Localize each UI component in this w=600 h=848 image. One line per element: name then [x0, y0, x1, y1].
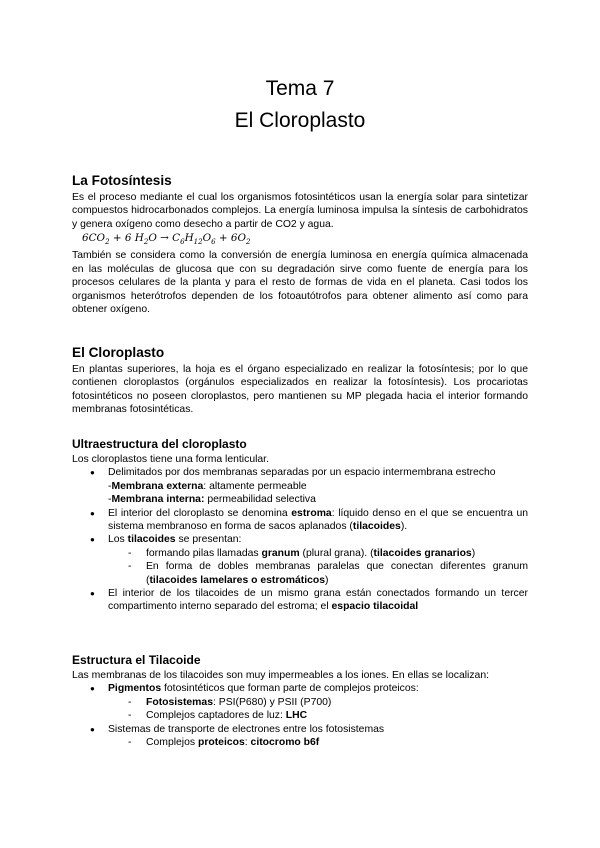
paragraph: En plantas superiores, la hoja es el órgano especializado en realizar la fotosíntesis; por lo que contienen cloroplastos (orgánulos especializados en realizar la fotosíntesis). Los procariotas fotosintéticos no poseen cloroplastos, pero mantienen su MP plegada hacia el interior formando membranas fotosintéticas.: [72, 364, 528, 416]
section-heading: Ultraestructura del cloroplasto: [72, 437, 247, 451]
list-item: ● Pigmentos fotosintéticos que forman parte de complejos proteicos:: [72, 682, 528, 695]
chemical-equation: $6CO_2 + 6$ $H_2O \to C_6H_{12}O_6 + 6O_2$: [82, 232, 251, 247]
section-heading: El Cloroplasto: [72, 345, 165, 360]
list-subitem: - Complejos proteicos: citocromo b6f: [72, 736, 528, 749]
paragraph: También se considera como la conversión de energía luminosa en energía química almacenada en las moléculas de glucosa que con su degradación sirve como fuente de energía para los procesos celulares de la planta y para el resto de formas de vida en el planeta. Casi todos los organismos heterótrofos dependen de los fotoautótrofos para obtener alimento así como para obtener oxígeno.: [72, 250, 528, 315]
list-item: ● El interior de los tilacoides de un mismo grana están conectados formando un tercer compartimento interno separado del estroma; el espacio tilacoidal: [72, 587, 528, 614]
section-tilacoide: [72, 652, 528, 749]
paragraph: Los cloroplastos tiene una forma lenticular.: [72, 454, 269, 465]
list-item: ● El interior del cloroplasto se denomina estroma: líquido denso en el que se encuentra un sistema membranoso en forma de sacos aplanados (tilacoides).: [72, 507, 528, 534]
section-heading: Estructura el Tilacoide: [72, 653, 201, 667]
document-title-topic: Tema 7: [265, 77, 335, 100]
list-item: ● Sistemas de transporte de electrones entre los fotosistemas: [72, 723, 528, 736]
list-subitem: - Fotosistemas: PSI(P680) y PSII (P700): [72, 696, 528, 709]
section-fotosintesis: [72, 172, 528, 316]
list-subitem: - Complejos captadores de luz: LHC: [72, 709, 528, 722]
paragraph: Es el proceso mediante el cual los organismos fotosintéticos usan la energía solar para sintetizar compuestos hidrocarbonados complejos. La energía luminosa impulsa la síntesis de carbohidratos y genera oxígeno como desecho a partir de CO2 y agua.: [72, 192, 528, 230]
section-ultraestructura: [72, 436, 528, 614]
list-subitem: - formando pilas llamadas granum (plural grana). (tilacoides granarios): [72, 547, 528, 560]
paragraph: Las membranas de los tilacoides son muy impermeables a los iones. En ellas se localizan:: [72, 670, 489, 681]
list-subitem: - En forma de dobles membranas paralelas que conectan diferentes granum (tilacoides lamelares o estromáticos): [72, 560, 528, 587]
bullet-list: [72, 466, 528, 613]
list-item: ● Delimitados por dos membranas separadas por un espacio intermembrana estrecho -Membrana externa: altamente permeable -Membrana interna: permeabilidad selectiva: [72, 466, 528, 506]
section-cloroplasto: [72, 344, 528, 417]
document-title-main: El Cloroplasto: [234, 109, 366, 132]
section-heading: La Fotosíntesis: [72, 173, 172, 188]
bullet-list: [72, 682, 528, 749]
list-item: ● Los tilacoides se presentan:: [72, 533, 528, 546]
